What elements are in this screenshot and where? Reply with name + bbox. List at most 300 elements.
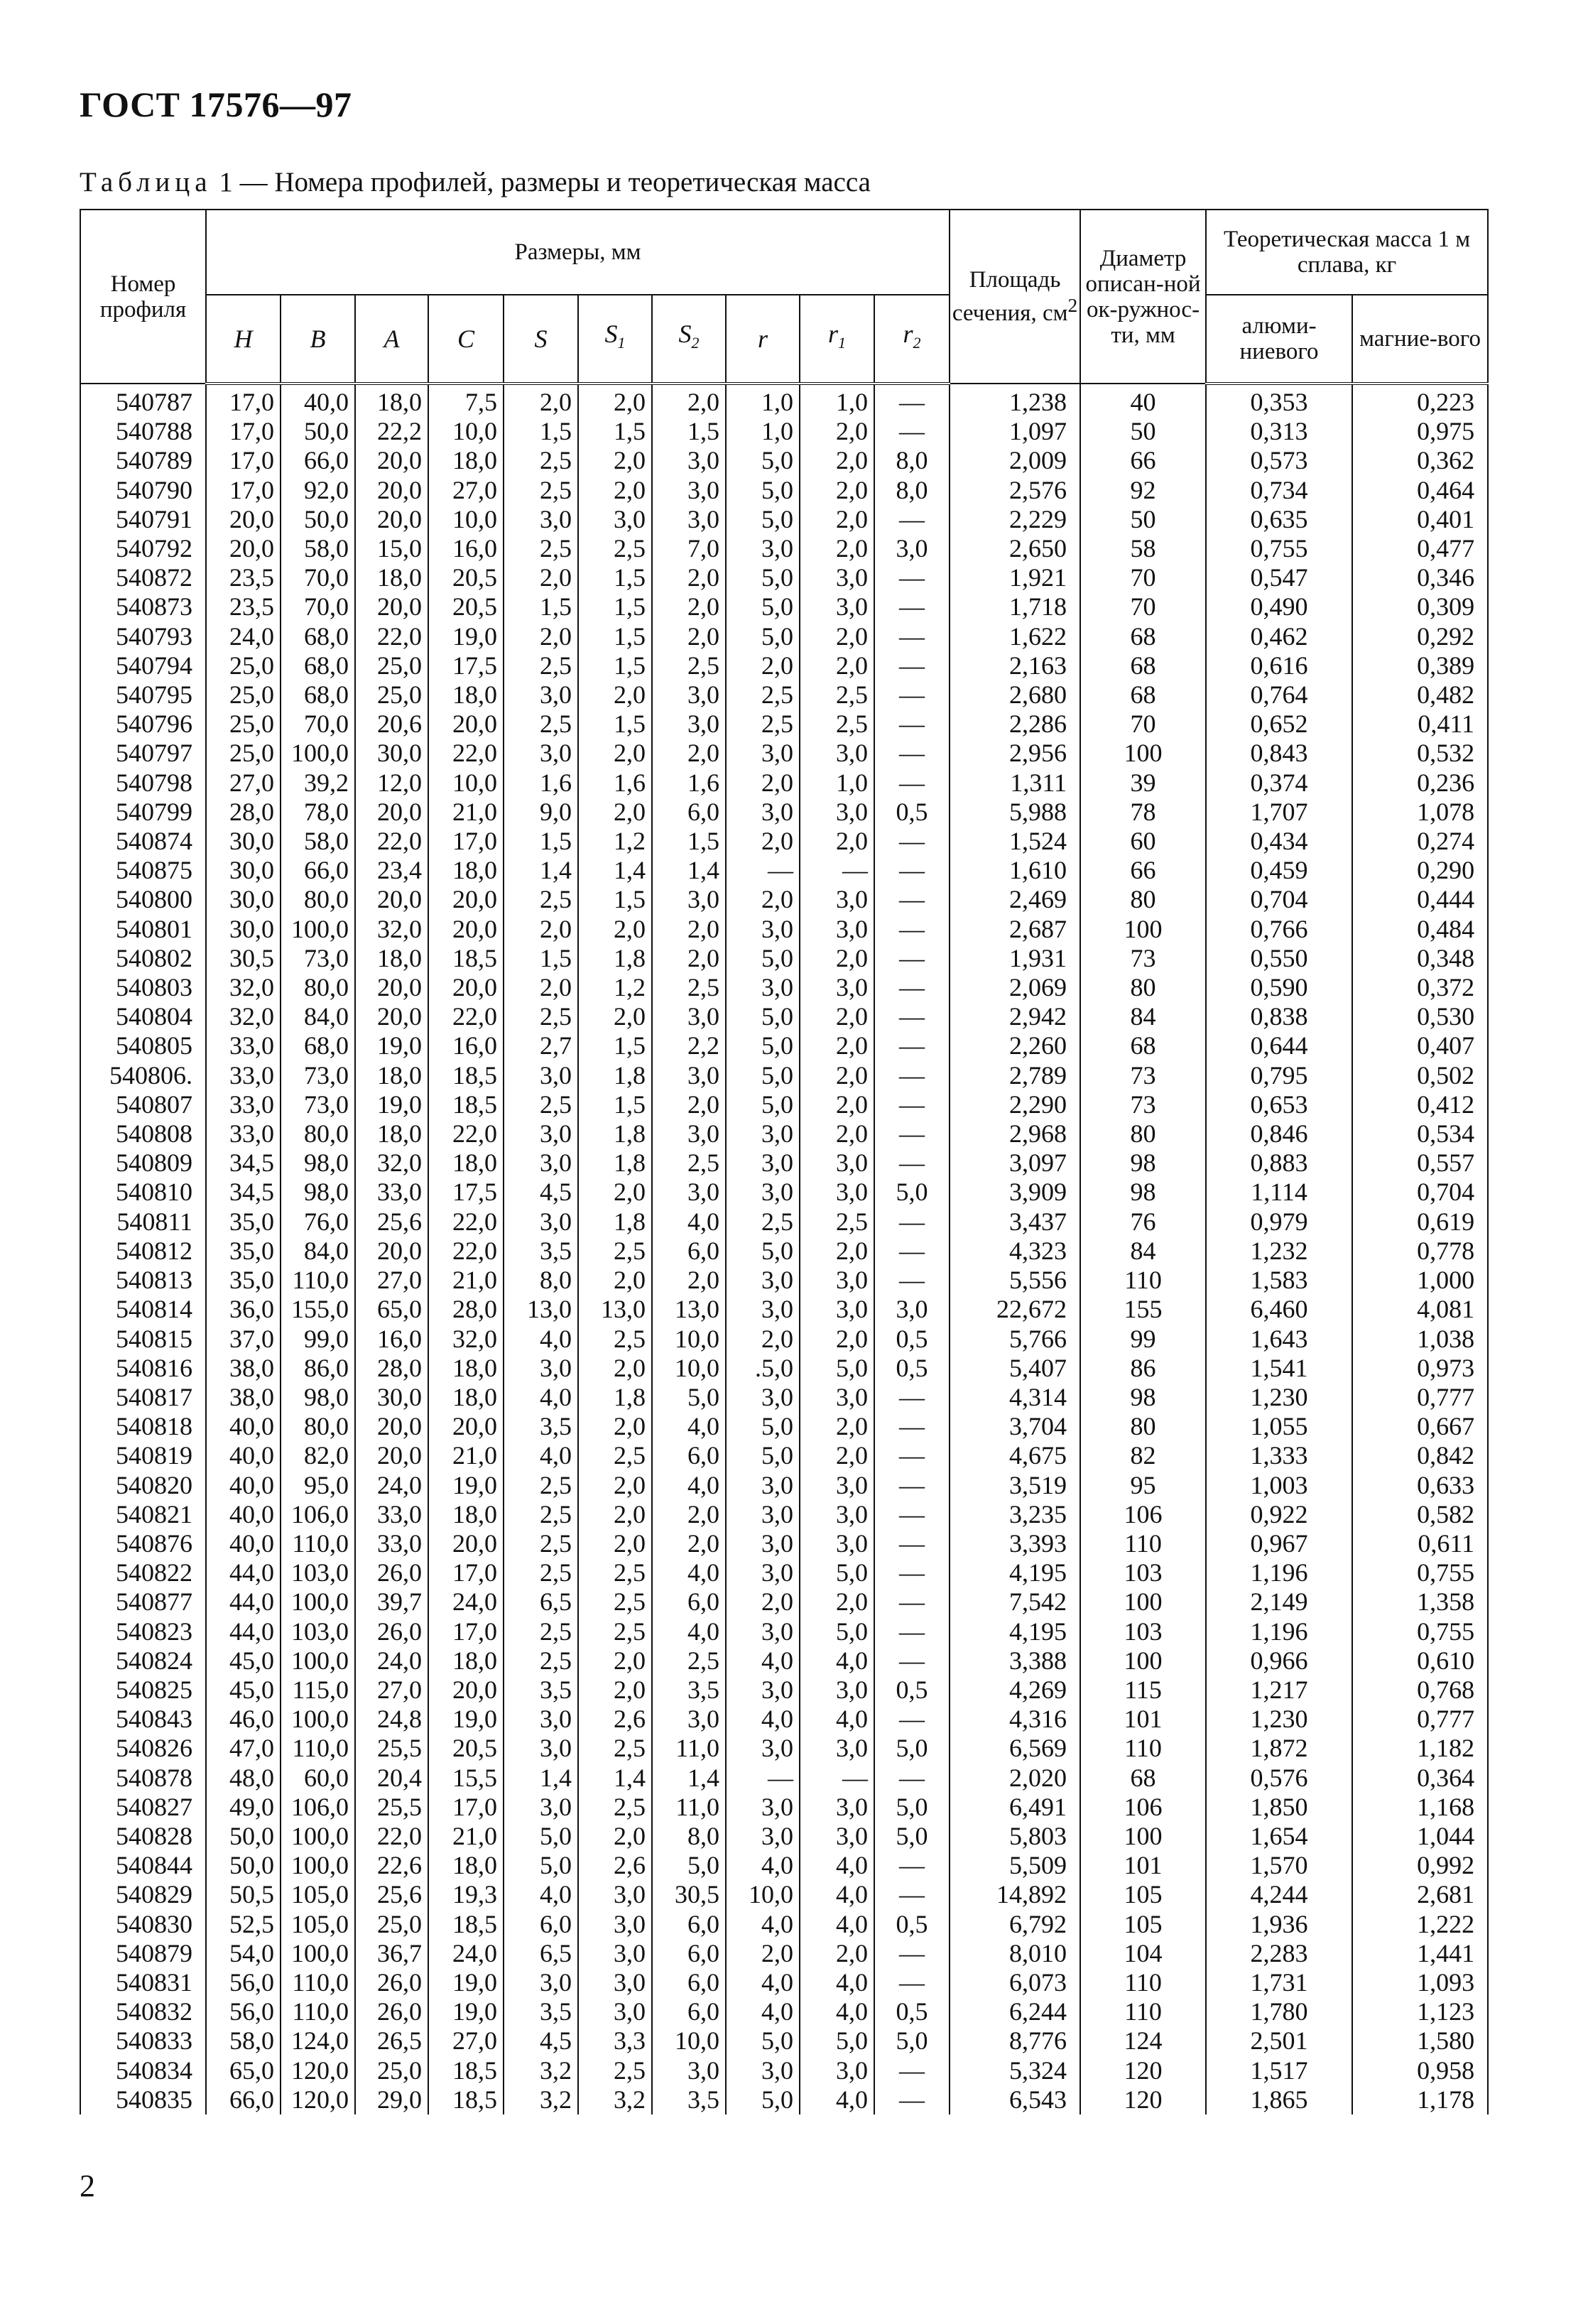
cell-A: 22,0 <box>355 1822 428 1851</box>
cell-diameter: 86 <box>1080 1354 1206 1383</box>
cell-B: 120,0 <box>281 2085 355 2114</box>
header-S2 <box>652 295 726 384</box>
cell-S1: 1,5 <box>578 622 652 651</box>
cell-S: 3,0 <box>504 1793 578 1822</box>
cell-diameter: 50 <box>1080 417 1206 446</box>
cell-r: 1,0 <box>726 384 800 417</box>
cell-S: 2,0 <box>504 384 578 417</box>
cell-S1: 2,5 <box>578 1734 652 1763</box>
cell-B: 39,2 <box>281 769 355 798</box>
cell-H: 17,0 <box>206 384 281 417</box>
cell-area: 2,286 <box>950 710 1080 739</box>
cell-S2: 3,0 <box>652 1002 726 1031</box>
table-row <box>80 446 1488 475</box>
cell-B: 100,0 <box>281 739 355 768</box>
cell-S2: 3,5 <box>652 1676 726 1705</box>
header-diameter: Диаметр описан-ной ок-ружнос-ти, мм <box>1080 210 1206 384</box>
cell-mass-magnesium: 0,633 <box>1352 1471 1488 1500</box>
cell-B: 70,0 <box>281 563 355 592</box>
table-row <box>80 1587 1488 1617</box>
cell-r: — <box>726 856 800 885</box>
cell-B: 100,0 <box>281 1939 355 1968</box>
cell-mass-magnesium: 0,975 <box>1352 417 1488 446</box>
cell-S: 2,5 <box>504 446 578 475</box>
cell-mass-magnesium: 0,362 <box>1352 446 1488 475</box>
cell-S: 3,0 <box>504 1061 578 1090</box>
cell-r1: — <box>800 1764 874 1793</box>
profiles-table-wrapper <box>80 209 1487 2114</box>
cell-H: 40,0 <box>206 1529 281 1558</box>
cell-mass-aluminum: 1,570 <box>1206 1851 1352 1880</box>
cell-S: 1,4 <box>504 856 578 885</box>
cell-r1: 4,0 <box>800 1910 874 1939</box>
cell-area: 3,097 <box>950 1149 1080 1178</box>
cell-C: 32,0 <box>428 1325 504 1354</box>
cell-A: 26,5 <box>355 2026 428 2056</box>
cell-S1: 1,8 <box>578 1207 652 1237</box>
cell-profile-number: 540873 <box>80 592 206 621</box>
cell-mass-magnesium: 0,777 <box>1352 1705 1488 1734</box>
cell-diameter: 105 <box>1080 1880 1206 1909</box>
cell-S1: 2,0 <box>578 1529 652 1558</box>
cell-mass-magnesium: 1,168 <box>1352 1793 1488 1822</box>
cell-area: 2,576 <box>950 476 1080 505</box>
cell-r2: — <box>874 1237 950 1266</box>
cell-S1: 2,5 <box>578 1587 652 1617</box>
cell-S: 2,5 <box>504 1529 578 1558</box>
cell-r: 3,0 <box>726 1822 800 1851</box>
cell-A: 22,0 <box>355 622 428 651</box>
table-row <box>80 680 1488 710</box>
cell-B: 100,0 <box>281 1822 355 1851</box>
cell-mass-aluminum: 0,434 <box>1206 827 1352 856</box>
cell-r2: — <box>874 384 950 417</box>
cell-B: 100,0 <box>281 1587 355 1617</box>
cell-C: 17,0 <box>428 1617 504 1646</box>
cell-diameter: 68 <box>1080 680 1206 710</box>
cell-S1: 2,0 <box>578 680 652 710</box>
cell-mass-aluminum: 0,764 <box>1206 680 1352 710</box>
cell-mass-aluminum: 2,283 <box>1206 1939 1352 1968</box>
cell-profile-number: 540833 <box>80 2026 206 2056</box>
header-C: C <box>428 295 504 384</box>
cell-H: 17,0 <box>206 446 281 475</box>
table-caption-text: 1 — Номера профилей, размеры и теоретическая масса <box>212 167 871 197</box>
cell-C: 19,0 <box>428 1968 504 1997</box>
cell-S2: 1,4 <box>652 856 726 885</box>
cell-S1: 1,8 <box>578 1119 652 1149</box>
table-row <box>80 1178 1488 1207</box>
cell-area: 2,020 <box>950 1764 1080 1793</box>
header-S1 <box>578 295 652 384</box>
cell-S2: 2,0 <box>652 1529 726 1558</box>
cell-diameter: 78 <box>1080 798 1206 827</box>
cell-diameter: 106 <box>1080 1500 1206 1529</box>
cell-C: 21,0 <box>428 1822 504 1851</box>
cell-H: 35,0 <box>206 1237 281 1266</box>
header-H: H <box>206 295 281 384</box>
cell-area: 5,766 <box>950 1325 1080 1354</box>
cell-C: 18,0 <box>428 1646 504 1676</box>
cell-mass-magnesium: 0,557 <box>1352 1149 1488 1178</box>
cell-A: 12,0 <box>355 769 428 798</box>
cell-B: 68,0 <box>281 651 355 680</box>
cell-S: 3,5 <box>504 1997 578 2026</box>
cell-B: 100,0 <box>281 915 355 944</box>
cell-diameter: 80 <box>1080 1119 1206 1149</box>
cell-S2: 4,0 <box>652 1617 726 1646</box>
cell-S: 13,0 <box>504 1295 578 1324</box>
cell-C: 20,0 <box>428 1676 504 1705</box>
cell-r2: — <box>874 651 950 680</box>
cell-mass-aluminum: 0,979 <box>1206 1207 1352 1237</box>
cell-r2: — <box>874 827 950 856</box>
cell-mass-aluminum: 1,230 <box>1206 1383 1352 1412</box>
table-row <box>80 1471 1488 1500</box>
cell-r: 5,0 <box>726 505 800 534</box>
cell-B: 68,0 <box>281 1031 355 1060</box>
cell-r2: 0,5 <box>874 1997 950 2026</box>
cell-area: 6,543 <box>950 2085 1080 2114</box>
cell-B: 103,0 <box>281 1617 355 1646</box>
cell-C: 18,0 <box>428 856 504 885</box>
cell-S1: 2,5 <box>578 534 652 563</box>
cell-r: 4,0 <box>726 1851 800 1880</box>
cell-profile-number: 540811 <box>80 1207 206 1237</box>
cell-C: 27,0 <box>428 2026 504 2056</box>
cell-S2: 2,5 <box>652 973 726 1002</box>
cell-r: 5,0 <box>726 2026 800 2056</box>
cell-C: 18,5 <box>428 944 504 973</box>
cell-C: 18,5 <box>428 1090 504 1119</box>
cell-S1: 2,6 <box>578 1705 652 1734</box>
cell-diameter: 120 <box>1080 2085 1206 2114</box>
cell-H: 32,0 <box>206 1002 281 1031</box>
cell-S1: 2,0 <box>578 915 652 944</box>
cell-S: 2,5 <box>504 534 578 563</box>
cell-S2: 5,0 <box>652 1851 726 1880</box>
table-row <box>80 1617 1488 1646</box>
cell-mass-aluminum: 1,850 <box>1206 1793 1352 1822</box>
cell-S1: 1,8 <box>578 1061 652 1090</box>
cell-A: 26,0 <box>355 1617 428 1646</box>
cell-r: 4,0 <box>726 1646 800 1676</box>
cell-r1: 3,0 <box>800 2056 874 2085</box>
cell-B: 98,0 <box>281 1178 355 1207</box>
cell-mass-aluminum: 1,780 <box>1206 1997 1352 2026</box>
cell-A: 25,0 <box>355 2056 428 2085</box>
table-row <box>80 505 1488 534</box>
cell-S: 2,5 <box>504 1500 578 1529</box>
cell-B: 66,0 <box>281 856 355 885</box>
cell-A: 25,5 <box>355 1793 428 1822</box>
cell-S: 2,0 <box>504 622 578 651</box>
cell-r1: 2,0 <box>800 651 874 680</box>
cell-C: 16,0 <box>428 1031 504 1060</box>
cell-A: 26,0 <box>355 1997 428 2026</box>
header-r1-letter: r <box>827 320 838 349</box>
cell-r2: — <box>874 1149 950 1178</box>
cell-diameter: 110 <box>1080 1529 1206 1558</box>
cell-r2: 3,0 <box>874 534 950 563</box>
cell-C: 22,0 <box>428 1002 504 1031</box>
cell-mass-magnesium: 0,372 <box>1352 973 1488 1002</box>
cell-S: 3,5 <box>504 1676 578 1705</box>
cell-r2: — <box>874 944 950 973</box>
cell-mass-aluminum: 0,653 <box>1206 1090 1352 1119</box>
cell-r1: 4,0 <box>800 1968 874 1997</box>
cell-area: 3,519 <box>950 1471 1080 1500</box>
cell-S: 1,4 <box>504 1764 578 1793</box>
cell-profile-number: 540822 <box>80 1558 206 1587</box>
cell-r: 3,0 <box>726 798 800 827</box>
cell-r: 2,5 <box>726 680 800 710</box>
cell-mass-magnesium: 0,223 <box>1352 384 1488 417</box>
cell-A: 25,0 <box>355 680 428 710</box>
header-B: B <box>281 295 355 384</box>
cell-diameter: 82 <box>1080 1441 1206 1470</box>
table-row <box>80 1529 1488 1558</box>
cell-r2: — <box>874 1558 950 1587</box>
cell-A: 20,6 <box>355 710 428 739</box>
header-A: A <box>355 295 428 384</box>
cell-S2: 3,0 <box>652 1178 726 1207</box>
cell-profile-number: 540821 <box>80 1500 206 1529</box>
cell-H: 50,5 <box>206 1880 281 1909</box>
cell-mass-aluminum: 1,731 <box>1206 1968 1352 1997</box>
cell-profile-number: 540828 <box>80 1822 206 1851</box>
cell-diameter: 73 <box>1080 1061 1206 1090</box>
cell-profile-number: 540827 <box>80 1793 206 1822</box>
table-row <box>80 1149 1488 1178</box>
cell-H: 35,0 <box>206 1207 281 1237</box>
cell-mass-magnesium: 0,411 <box>1352 710 1488 739</box>
cell-S1: 1,4 <box>578 856 652 885</box>
cell-C: 22,0 <box>428 1119 504 1149</box>
table-row <box>80 973 1488 1002</box>
table-row <box>80 1002 1488 1031</box>
cell-area: 1,311 <box>950 769 1080 798</box>
cell-area: 2,687 <box>950 915 1080 944</box>
cell-A: 16,0 <box>355 1325 428 1354</box>
cell-H: 52,5 <box>206 1910 281 1939</box>
table-row <box>80 651 1488 680</box>
cell-S: 3,0 <box>504 505 578 534</box>
header-dimensions: Размеры, мм <box>206 210 950 295</box>
cell-S1: 3,0 <box>578 1997 652 2026</box>
cell-S2: 3,0 <box>652 1119 726 1149</box>
cell-profile-number: 540804 <box>80 1002 206 1031</box>
cell-r2: 0,5 <box>874 1325 950 1354</box>
cell-diameter: 50 <box>1080 505 1206 534</box>
cell-S1: 3,2 <box>578 2085 652 2114</box>
cell-mass-aluminum: 1,333 <box>1206 1441 1352 1470</box>
cell-S: 9,0 <box>504 798 578 827</box>
cell-S2: 4,0 <box>652 1412 726 1441</box>
cell-profile-number: 540802 <box>80 944 206 973</box>
cell-r2: — <box>874 1529 950 1558</box>
cell-S: 1,5 <box>504 944 578 973</box>
cell-mass-aluminum: 0,374 <box>1206 769 1352 798</box>
cell-A: 23,4 <box>355 856 428 885</box>
cell-r2: 5,0 <box>874 1822 950 1851</box>
cell-area: 2,260 <box>950 1031 1080 1060</box>
cell-mass-magnesium: 0,412 <box>1352 1090 1488 1119</box>
cell-S: 1,5 <box>504 417 578 446</box>
cell-C: 19,0 <box>428 1471 504 1500</box>
cell-diameter: 100 <box>1080 1822 1206 1851</box>
cell-B: 68,0 <box>281 622 355 651</box>
cell-r2: — <box>874 1705 950 1734</box>
cell-area: 8,776 <box>950 2026 1080 2056</box>
cell-H: 34,5 <box>206 1149 281 1178</box>
cell-mass-aluminum: 1,003 <box>1206 1471 1352 1500</box>
cell-profile-number: 540831 <box>80 1968 206 1997</box>
cell-S1: 2,0 <box>578 1354 652 1383</box>
cell-mass-magnesium: 0,755 <box>1352 1558 1488 1587</box>
cell-area: 4,195 <box>950 1617 1080 1646</box>
cell-r2: — <box>874 769 950 798</box>
cell-S1: 3,0 <box>578 1968 652 1997</box>
cell-r2: — <box>874 1617 950 1646</box>
cell-mass-aluminum: 1,865 <box>1206 2085 1352 2114</box>
cell-profile-number: 540817 <box>80 1383 206 1412</box>
cell-diameter: 80 <box>1080 885 1206 914</box>
cell-r1: 2,0 <box>800 1237 874 1266</box>
cell-mass-magnesium: 0,401 <box>1352 505 1488 534</box>
cell-S2: 3,0 <box>652 1061 726 1090</box>
cell-H: 25,0 <box>206 680 281 710</box>
cell-mass-aluminum: 0,652 <box>1206 710 1352 739</box>
cell-A: 18,0 <box>355 384 428 417</box>
table-row <box>80 1412 1488 1441</box>
header-S2-letter: S <box>678 320 692 349</box>
table-row <box>80 915 1488 944</box>
cell-profile-number: 540812 <box>80 1237 206 1266</box>
header-r2-letter: r <box>903 320 913 349</box>
cell-r1: 3,0 <box>800 1822 874 1851</box>
cell-r2: — <box>874 1002 950 1031</box>
cell-B: 124,0 <box>281 2026 355 2056</box>
cell-r2: — <box>874 710 950 739</box>
cell-r1: 3,0 <box>800 592 874 621</box>
cell-r: 5,0 <box>726 446 800 475</box>
cell-S2: 7,0 <box>652 534 726 563</box>
cell-B: 73,0 <box>281 1090 355 1119</box>
cell-r1: 3,0 <box>800 1793 874 1822</box>
cell-r1: 2,0 <box>800 446 874 475</box>
cell-S: 3,2 <box>504 2085 578 2114</box>
cell-profile-number: 540877 <box>80 1587 206 1617</box>
cell-area: 2,789 <box>950 1061 1080 1090</box>
cell-S1: 1,5 <box>578 1090 652 1119</box>
table-row <box>80 1676 1488 1705</box>
cell-C: 18,0 <box>428 1354 504 1383</box>
cell-H: 44,0 <box>206 1617 281 1646</box>
cell-r2: — <box>874 739 950 768</box>
cell-area: 2,469 <box>950 885 1080 914</box>
cell-C: 20,0 <box>428 1529 504 1558</box>
cell-mass-magnesium: 1,038 <box>1352 1325 1488 1354</box>
cell-mass-magnesium: 0,484 <box>1352 915 1488 944</box>
cell-S1: 2,5 <box>578 1793 652 1822</box>
cell-area: 4,323 <box>950 1237 1080 1266</box>
cell-mass-magnesium: 1,441 <box>1352 1939 1488 1968</box>
table-row <box>80 1090 1488 1119</box>
header-area-sup: 2 <box>1067 294 1078 316</box>
cell-A: 20,0 <box>355 1237 428 1266</box>
cell-S: 4,0 <box>504 1441 578 1470</box>
cell-area: 5,407 <box>950 1354 1080 1383</box>
cell-area: 1,931 <box>950 944 1080 973</box>
cell-r: 3,0 <box>726 1149 800 1178</box>
cell-S: 2,5 <box>504 885 578 914</box>
table-row <box>80 798 1488 827</box>
cell-diameter: 101 <box>1080 1705 1206 1734</box>
cell-S: 3,0 <box>504 1968 578 1997</box>
cell-mass-aluminum: 6,460 <box>1206 1295 1352 1324</box>
cell-S2: 3,0 <box>652 885 726 914</box>
cell-profile-number: 540819 <box>80 1441 206 1470</box>
cell-B: 58,0 <box>281 827 355 856</box>
cell-r: 2,0 <box>726 885 800 914</box>
cell-r: 3,0 <box>726 1734 800 1763</box>
cell-r1: 4,0 <box>800 1646 874 1676</box>
cell-mass-magnesium: 0,348 <box>1352 944 1488 973</box>
header-r1-sub: 1 <box>838 334 846 352</box>
cell-r2: — <box>874 1383 950 1412</box>
cell-A: 26,0 <box>355 1558 428 1587</box>
cell-r2: 8,0 <box>874 476 950 505</box>
cell-H: 32,0 <box>206 973 281 1002</box>
cell-r2: 0,5 <box>874 1354 950 1383</box>
cell-r1: 2,0 <box>800 1441 874 1470</box>
cell-S1: 2,0 <box>578 1500 652 1529</box>
cell-mass-magnesium: 4,081 <box>1352 1295 1488 1324</box>
cell-mass-magnesium: 0,704 <box>1352 1178 1488 1207</box>
cell-S: 2,5 <box>504 1558 578 1587</box>
cell-mass-magnesium: 0,292 <box>1352 622 1488 651</box>
cell-area: 7,542 <box>950 1587 1080 1617</box>
header-mass: Теоретическая масса 1 м сплава, кг <box>1206 210 1488 295</box>
cell-A: 30,0 <box>355 739 428 768</box>
cell-area: 3,909 <box>950 1178 1080 1207</box>
cell-A: 39,7 <box>355 1587 428 1617</box>
cell-S: 3,0 <box>504 1705 578 1734</box>
cell-B: 115,0 <box>281 1676 355 1705</box>
cell-S1: 3,3 <box>578 2026 652 2056</box>
cell-C: 17,5 <box>428 651 504 680</box>
cell-S1: 2,0 <box>578 384 652 417</box>
cell-area: 4,269 <box>950 1676 1080 1705</box>
cell-mass-aluminum: 0,755 <box>1206 534 1352 563</box>
cell-S2: 2,0 <box>652 622 726 651</box>
cell-B: 98,0 <box>281 1383 355 1412</box>
table-row <box>80 1031 1488 1060</box>
cell-A: 15,0 <box>355 534 428 563</box>
cell-mass-magnesium: 0,611 <box>1352 1529 1488 1558</box>
header-S2-sub: 2 <box>691 334 700 352</box>
cell-C: 17,0 <box>428 1793 504 1822</box>
table-row <box>80 1939 1488 1968</box>
cell-B: 82,0 <box>281 1441 355 1470</box>
cell-S2: 1,6 <box>652 769 726 798</box>
cell-C: 20,0 <box>428 915 504 944</box>
cell-A: 28,0 <box>355 1354 428 1383</box>
cell-mass-magnesium: 0,958 <box>1352 2056 1488 2085</box>
cell-S1: 2,0 <box>578 446 652 475</box>
cell-diameter: 103 <box>1080 1617 1206 1646</box>
